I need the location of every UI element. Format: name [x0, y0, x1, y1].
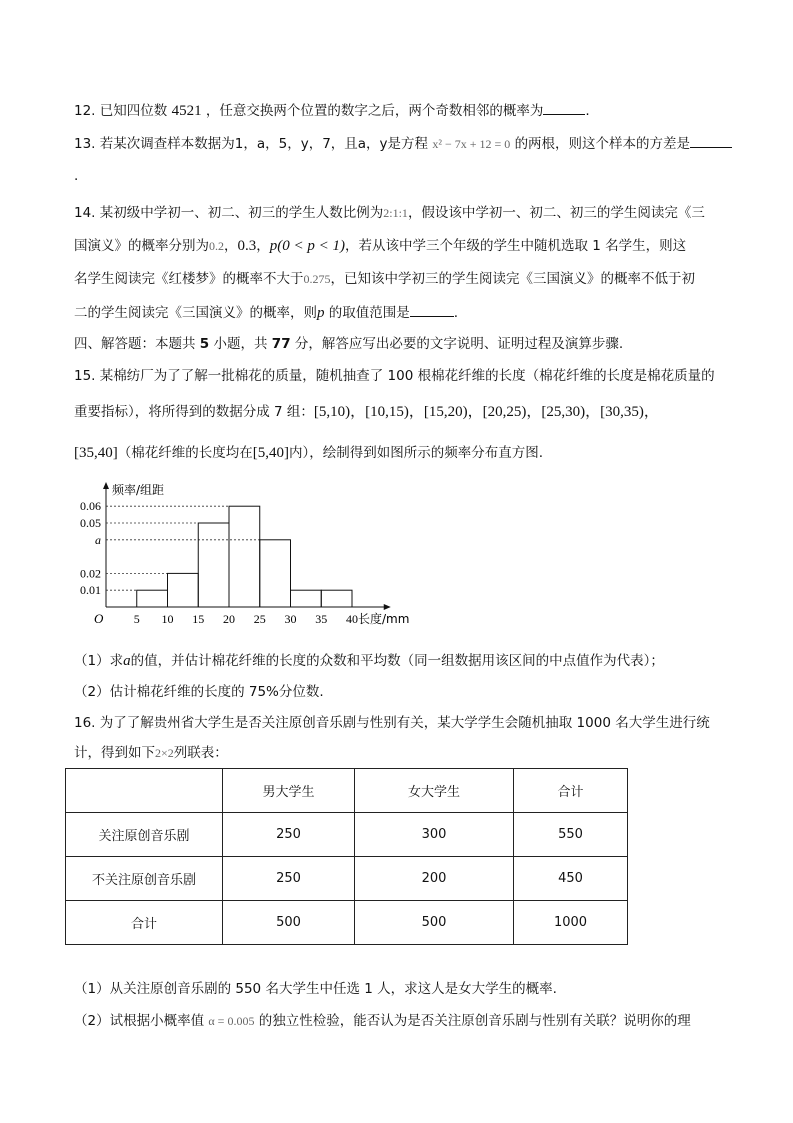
- table-cell: 200: [355, 857, 514, 901]
- question-14-line3: [74, 269, 695, 289]
- q14-l4-prefix: 二的学生阅读完《三国演义》的概率，则: [74, 305, 317, 321]
- q16-sub2-prefix: （2）试根据小概率值: [74, 1013, 205, 1029]
- question-13: [74, 133, 732, 154]
- x-tick-label: 10: [161, 612, 174, 626]
- section4-text3: 分，解答应写出必要的文字说明、证明过程及演算步骤.: [294, 336, 624, 352]
- q14-l3-prefix: 名学生阅读完《红楼梦》的概率不大于: [74, 271, 304, 287]
- q12-number: 4521: [171, 103, 202, 119]
- x-tick-label: 20: [223, 612, 235, 626]
- q14-ratio: 2:1:1: [383, 206, 408, 220]
- q15-l3-mid: （棉花纤维的长度均在: [117, 445, 253, 461]
- q15-l3-interval: [35,40]: [74, 445, 118, 461]
- table-cell: 550: [514, 813, 628, 857]
- q16-sub2-alpha: α = 0.005: [208, 1014, 255, 1028]
- section-4-heading: [74, 334, 623, 354]
- table-header-cell: 合计: [514, 769, 628, 813]
- table-cell: 500: [223, 901, 355, 945]
- section4-n2: 77: [271, 336, 291, 352]
- table-cell: 250: [223, 857, 355, 901]
- q15-l3-suffix: 内），绘制得到如图所示的频率分布直方图.: [289, 445, 544, 461]
- q15-line1: 15. 某棉纺厂为了了解一批棉花的质量，随机抽查了 100 根棉花纤维的长度（棉花纤维的长度是棉花质量的: [74, 368, 715, 384]
- q15-l2-prefix: 重要指标），将所得到的数据分成 7 组：: [74, 404, 314, 420]
- q14-l4-suffix: 的取值范围是: [328, 305, 410, 321]
- q16-line2: [74, 743, 228, 763]
- histogram-bar: [229, 506, 260, 607]
- q16-l2-math: 2×2: [155, 746, 174, 760]
- q15-sub1-prefix: （1）求: [74, 653, 124, 669]
- y-axis-arrow: [103, 482, 109, 489]
- q13-suffix: 的两根，则这个样本的方差是: [514, 136, 691, 152]
- question-12: [74, 100, 590, 121]
- q14-end: .: [453, 305, 459, 321]
- q14-answer-blank: [410, 302, 454, 317]
- table-cell: 1000: [514, 901, 628, 945]
- y-tick-label: a: [95, 532, 101, 547]
- histogram-bar: [168, 573, 199, 607]
- q14-l1-suffix: ，假设该中学初一、初二、初三的学生阅读完《三: [407, 205, 705, 221]
- x-axis-arrow: [384, 604, 391, 610]
- q14-l2-suffix: ，若从该中学三个年级的学生中随机选取 1 名学生，则这: [344, 238, 687, 254]
- q15-sub1-var: a: [123, 653, 131, 669]
- q15-sub2: （2）估计棉花纤维的长度的 75%分位数.: [74, 684, 324, 700]
- table-cell: 关注原创音乐剧: [66, 813, 223, 857]
- x-tick-label: 15: [192, 612, 205, 626]
- q14-l2-prefix: 国演义》的概率分别为: [74, 238, 209, 254]
- q16-l2-suffix: 列联表：: [173, 745, 228, 761]
- question-14-line4: [74, 302, 458, 323]
- table-header-cell: [66, 769, 223, 813]
- histogram-bar: [321, 590, 352, 607]
- q13-answer-blank: [690, 133, 732, 148]
- section4-n1: 5: [199, 336, 210, 352]
- histogram-bar: [198, 523, 229, 607]
- x-axis-label: 长度/mm: [358, 612, 410, 626]
- question-14-line1: [74, 203, 705, 223]
- section4-text1: 四、解答题：本题共: [74, 336, 196, 352]
- histogram-bar: [137, 590, 168, 607]
- table-header-cell: 女大学生: [355, 769, 514, 813]
- x-tick-label: 5: [133, 612, 140, 626]
- q16-line1: 16. 为了了解贵州省大学生是否关注原创音乐剧与性别有关，某大学学生会随机抽取 1000 名大学生进行统: [74, 715, 710, 731]
- q12-suffix: ，任意交换两个位置的数字之后，两个奇数相邻的概率为: [205, 103, 544, 119]
- table-cell: 不关注原创音乐剧: [66, 857, 223, 901]
- q13-prefix: 13. 若某次调查样本数据为1，a，5，y，7，且a，y是方程: [74, 136, 429, 152]
- table-row: [66, 901, 628, 945]
- contingency-table: [65, 768, 628, 945]
- q16-l2-prefix: 计，得到如下: [74, 745, 155, 761]
- histogram-bar: [291, 590, 322, 607]
- y-tick-label: 0.05: [80, 516, 101, 530]
- table-row: [66, 813, 628, 857]
- q15-l3-range: [5,40]: [252, 445, 289, 461]
- q16-sub1: （1）从关注原创音乐剧的 550 名大学生中任选 1 人，求这人是女大学生的概率.: [74, 981, 557, 997]
- q16-sub2: [74, 1011, 691, 1031]
- table-row: [66, 857, 628, 901]
- q13-end: .: [74, 168, 79, 184]
- q14-l3-suffix: ，已知该中学初三的学生阅读完《三国演义》的概率不低于初: [330, 271, 695, 287]
- question-14-line2: [74, 236, 686, 256]
- q15-line2: [74, 402, 659, 422]
- table-header-cell: 男大学生: [223, 769, 355, 813]
- frequency-histogram: [72, 480, 410, 630]
- table-cell: 300: [355, 813, 514, 857]
- section4-text2: 小题，共: [213, 336, 268, 352]
- q15-sub1: [74, 651, 664, 671]
- table-cell: 合计: [66, 901, 223, 945]
- q15-intervals: [5,10)，[10,15)，[15,20)，[20,25)，[25,30)，[30,35)，: [313, 404, 659, 420]
- q14-sep2: ，: [256, 238, 270, 254]
- origin-label: O: [94, 611, 104, 626]
- y-tick-label: 0.06: [80, 499, 101, 514]
- q14-l1-prefix: 14. 某初级中学初一、初二、初三的学生人数比例为: [74, 205, 384, 221]
- table-header-row: [66, 769, 628, 813]
- x-tick-label: 40: [346, 612, 358, 626]
- q14-p4: 0.275: [303, 272, 331, 286]
- q12-answer-blank: [543, 100, 585, 115]
- table-cell: 450: [514, 857, 628, 901]
- q12-end: .: [585, 103, 590, 119]
- q14-pvar: p: [317, 305, 325, 321]
- x-tick-label: 30: [284, 612, 297, 626]
- q14-p3: p(0 < p < 1): [269, 238, 345, 254]
- q13-equation: x² − 7x + 12 = 0: [432, 137, 511, 151]
- histogram-bar: [260, 540, 291, 607]
- q15-line3: [74, 443, 543, 463]
- q16-sub2-suffix: 的独立性检验，能否认为是否关注原创音乐剧与性别有关联？说明你的理: [258, 1013, 691, 1029]
- q12-prefix: 12. 已知四位数: [74, 103, 168, 119]
- table-cell: 250: [223, 813, 355, 857]
- q14-p2: 0.3: [237, 238, 257, 254]
- y-axis-label: 频率/组距: [112, 483, 165, 497]
- y-tick-label: 0.02: [80, 566, 101, 581]
- q15-sub1-suffix: 的值，并估计棉花纤维的长度的众数和平均数（同一组数据用该区间的中点值作为代表）；: [130, 653, 664, 669]
- table-cell: 500: [355, 901, 514, 945]
- y-tick-label: 0.01: [80, 583, 101, 598]
- q14-sep1: ，: [224, 238, 238, 254]
- q14-p1: 0.2: [209, 239, 224, 253]
- x-tick-label: 25: [253, 612, 266, 626]
- x-tick-label: 35: [315, 612, 328, 626]
